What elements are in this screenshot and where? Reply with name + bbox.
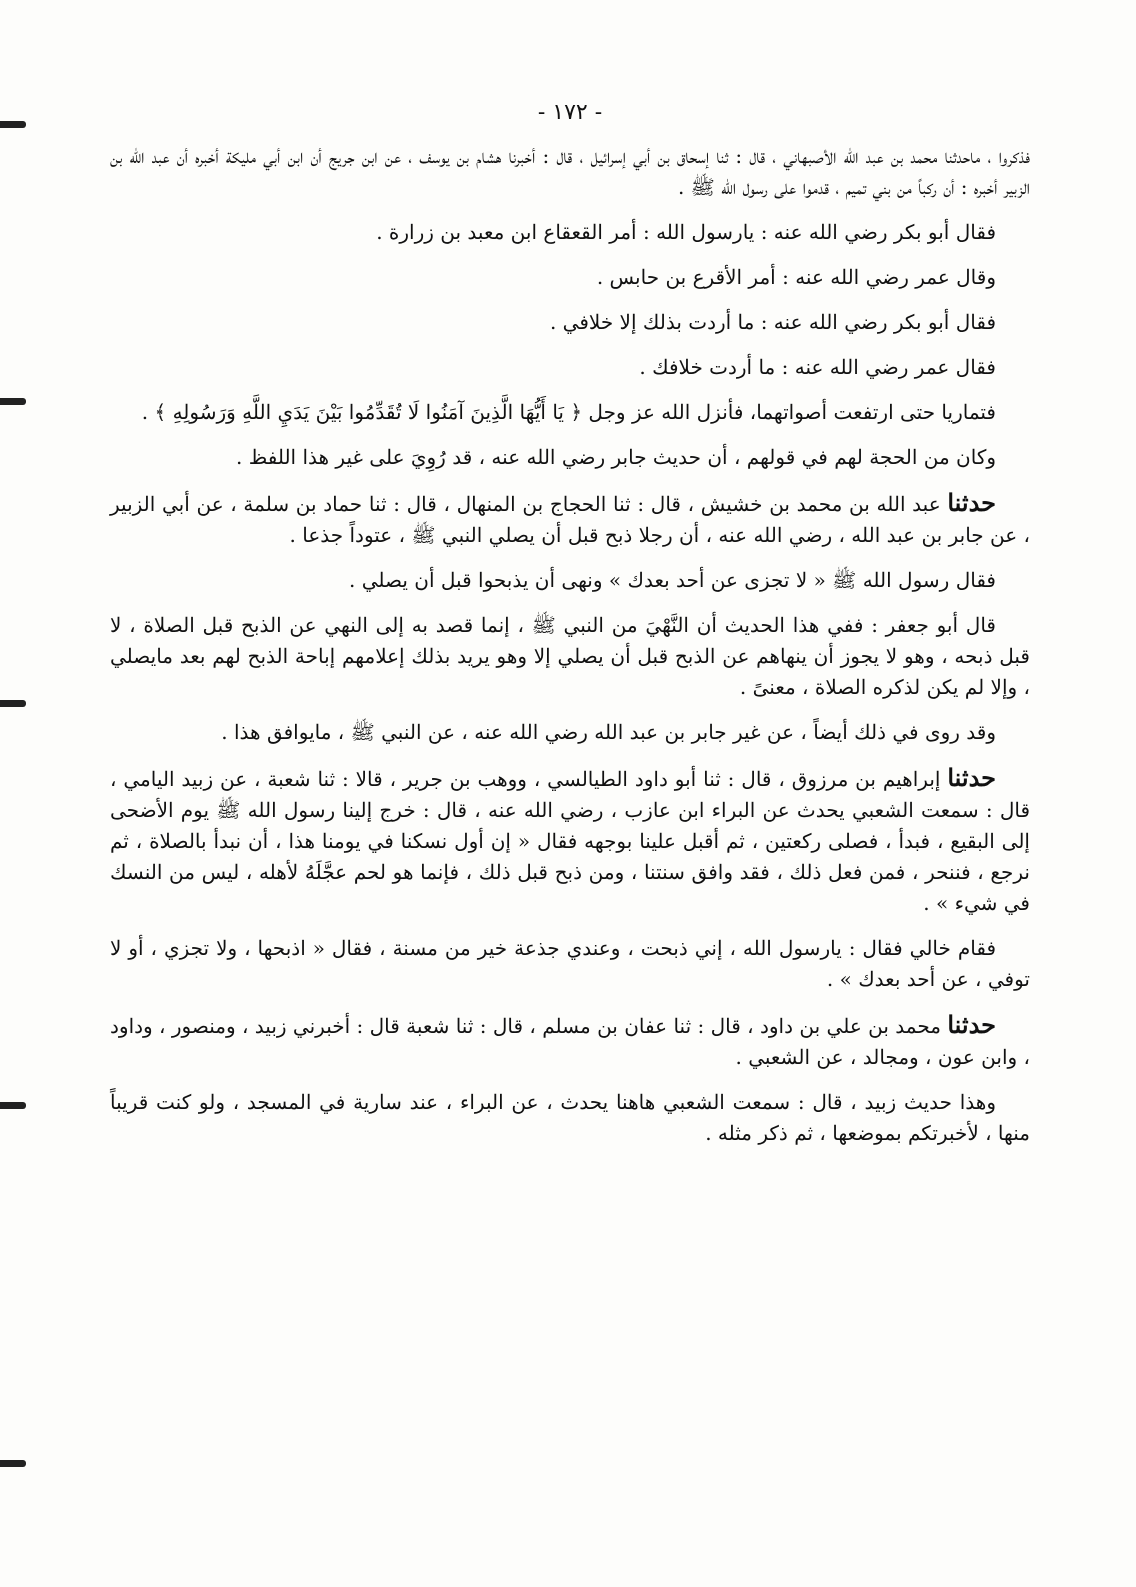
paragraph — [110, 762, 1030, 919]
paragraph-text: وقد روى في ذلك أيضاً ، عن غير جابر بن عبد الله رضي الله عنه ، عن النبي ﷺ ، مايوافق هذا . — [221, 720, 996, 744]
page-number: - ١٧٢ - — [537, 100, 603, 125]
margin-mark — [0, 398, 26, 405]
document-page — [110, 100, 1030, 1163]
paragraph — [110, 487, 1030, 551]
margin-mark — [0, 1102, 26, 1109]
paragraph-text: إبراهيم بن مرزوق ، قال : ثنا أبو داود الطيالسي ، ووهب بن جرير ، قالا : ثنا شعبة ، عن زبيد اليامي ، قال : سمعت الشعبي يحدث عن البراء ابن عازب ، رضي الله عنه ، قال : خرج إلينا رسول الله ﷺ يوم الأضحى إلى البقيع ، فبدأ ، فصلى ركعتين ، ثم أقبل علينا بوجهه فقال « إن أول نسكنا في يومنا هذا ، أن نبدأ بالصلاة ، ثم نرجع ، فننحر ، فمن فعل ذلك ، فقد وافق سنتنا ، ومن ذبح قبل ذلك ، فإنما هو لحم عجَّلَهُ لأهله ، ليس من النسك في شيء » . — [110, 767, 1030, 915]
paragraph-text: وقال عمر رضي الله عنه : أمر الأقرع بن حابس . — [596, 265, 996, 289]
paragraph-text: فذكروا ، ماحدثنا محمد بن عبد الله الأصبهاني ، قال : ثنا إسحاق بن أبي إسرائيل ، قال : أخبرنا هشام بن يوسف ، عن ابن جريج أن ابن أبي مليكة أخبره أن عبد الله بن الزبير أخبره : أن ركباً من بني تميم ، قدموا على رسول الله ﷺ . — [110, 144, 1030, 199]
paragraph — [110, 933, 1030, 995]
paragraph — [110, 1087, 1030, 1149]
paragraph — [110, 1009, 1030, 1073]
paragraph — [110, 217, 1030, 248]
paragraph-text: عبد الله بن محمد بن خشيش ، قال : ثنا الحجاج بن المنهال ، قال : ثنا حماد بن سلمة ، عن أبي الزبير ، عن جابر بن عبد الله ، رضي الله عنه ، أن رجلا ذبح قبل أن يصلي النبي ﷺ ، عتوداً جذعا . — [110, 492, 1030, 547]
paragraph-text: فقال رسول الله ﷺ « لا تجزى عن أحد بعدك » ونهى أن يذبحوا قبل أن يصلي . — [349, 568, 996, 592]
margin-mark — [0, 121, 26, 128]
paragraph — [110, 610, 1030, 703]
paragraph-text: فقال أبو بكر رضي الله عنه : يارسول الله : أمر القعقاع ابن معبد بن زرارة . — [376, 220, 996, 244]
margin-mark — [0, 1460, 26, 1467]
paragraph — [110, 397, 1030, 428]
hadathana-lead-word: حدثنا — [947, 763, 996, 792]
paragraph — [110, 565, 1030, 596]
paragraph-text: فقال عمر رضي الله عنه : ما أردت خلافك . — [639, 355, 996, 379]
paragraph — [110, 442, 1030, 473]
hadathana-lead-word: حدثنا — [947, 488, 996, 517]
paragraph — [110, 262, 1030, 293]
paragraph-text: وكان من الحجة لهم في قولهم ، أن حديث جابر رضي الله عنه ، قد رُوِيَ على غير هذا اللفظ . — [236, 445, 996, 469]
margin-mark — [0, 700, 26, 707]
body-text — [110, 141, 1030, 1149]
paragraph-text: قال أبو جعفر : ففي هذا الحديث أن النَّهْيَ من النبي ﷺ ، إنما قصد به إلى النهي عن الذبح قبل الصلاة ، لا قبل ذبحه ، وهو لا يجوز أن ينهاهم عن الذبح قبل أن يصلي إلا وهو يريد بذلك إعلامهم إباحة الذبح لهم بعد مايصلي ، وإلا لم يكن لذكره الصلاة ، معنىً . — [110, 613, 1030, 699]
paragraph — [110, 352, 1030, 383]
paragraph — [110, 717, 1030, 748]
paragraph-text: فقال أبو بكر رضي الله عنه : ما أردت بذلك إلا خلافي . — [549, 310, 996, 334]
paragraph-text: وهذا حديث زبيد ، قال : سمعت الشعبي هاهنا يحدث ، عن البراء ، عند سارية في المسجد ، ولو كنت قريباً منها ، لأخبرتكم بموضعها ، ثم ذكر مثله . — [110, 1090, 1030, 1145]
paragraph-text: فتماريا حتى ارتفعت أصواتهما، فأنزل الله عز وجل ﴿ يَا أَيُّهَا الَّذِينَ آمَنُوا لَا تُقَدِّمُوا بَيْنَ يَدَيِ اللَّهِ وَرَسُولِهِ ﴾ . — [141, 400, 996, 424]
hadathana-lead-word: حدثنا — [947, 1010, 997, 1039]
paragraph-text: محمد بن علي بن داود ، قال : ثنا عفان بن مسلم ، قال : ثنا شعبة قال : أخبرني زبيد ، ومنصور ، وداود ، وابن عون ، ومجالد ، عن الشعبي . — [110, 1014, 1030, 1069]
paragraph-text: فقام خالي فقال : يارسول الله ، إني ذبحت ، وعندي جذعة خير من مسنة ، فقال « اذبحها ، ولا تجزي ، أو لا توفي ، عن أحد بعدك » . — [110, 936, 1030, 991]
paragraph — [110, 141, 1030, 203]
paragraph — [110, 307, 1030, 338]
